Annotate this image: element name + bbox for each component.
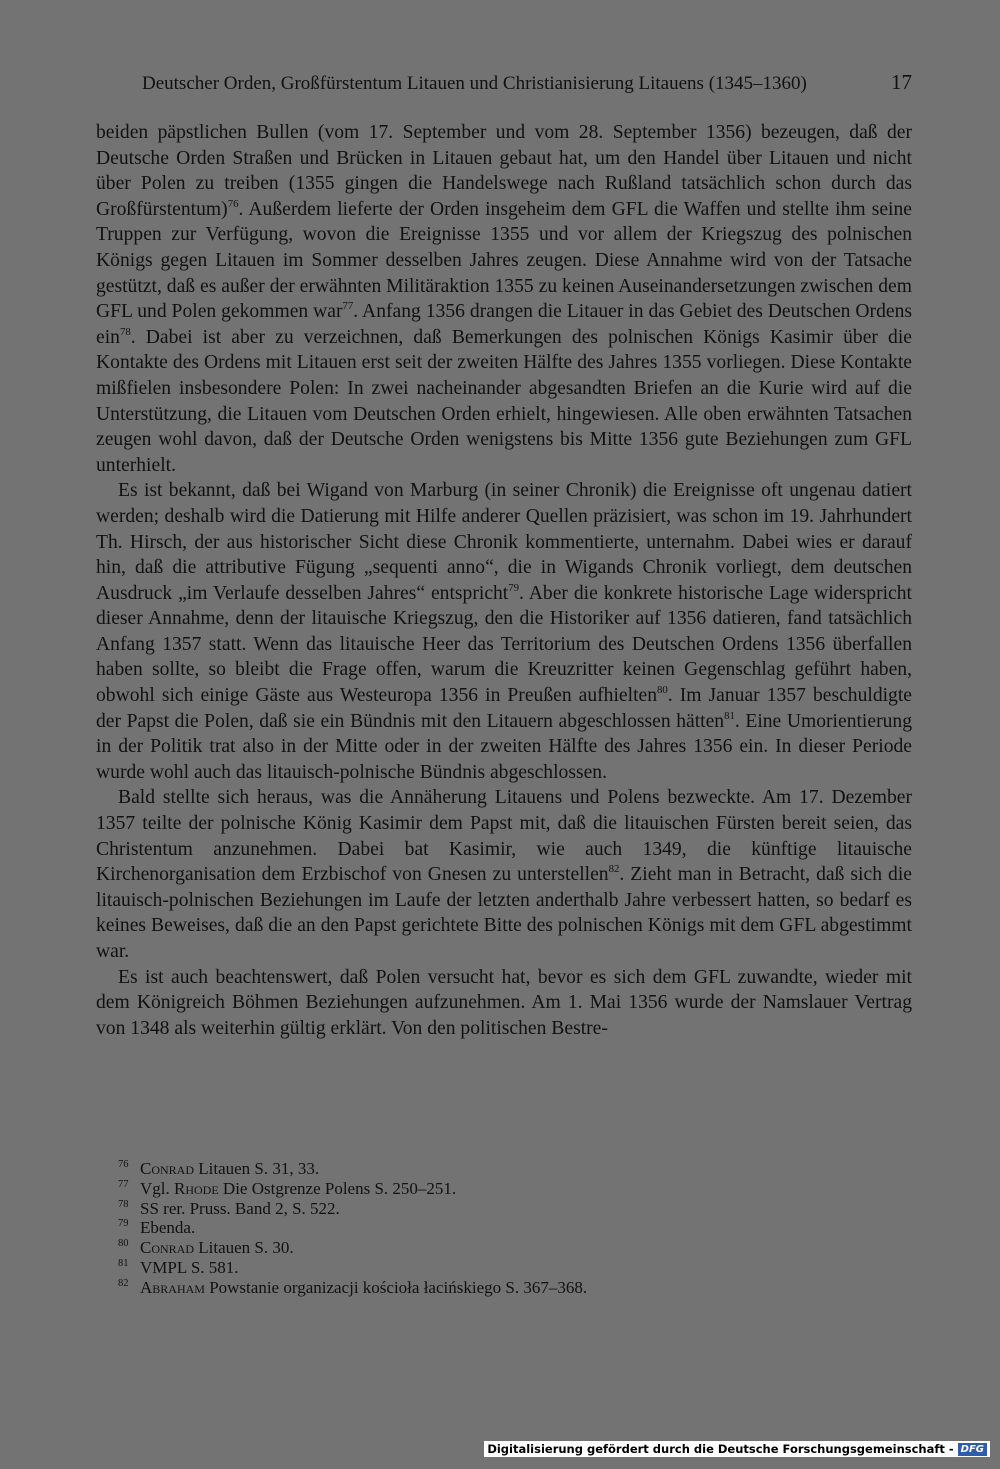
footnote [118, 1258, 818, 1278]
footnote-ref[interactable]: 81 [724, 709, 735, 722]
footnote-citation: Die Ostgrenze Polens S. 250–251. [218, 1178, 457, 1198]
footnote-citation: Ebenda. [140, 1218, 196, 1238]
footnote-text [140, 1258, 239, 1278]
footnote-number: 77 [118, 1178, 129, 1190]
text-run: beiden päpstlichen Bullen (vom 17. September und vom 28. September 1356) bezeugen, daß der Deutsche Orden Straßen und Brücken in Litauen gebaut hat, um den Handel über Litauen und nicht über Polen zu treiben (1355 gingen die Handelswege nach Rußland tatsächlich schon durch das Großfürstentum) [96, 122, 912, 220]
footnote [118, 1159, 818, 1179]
text-run: . Eine Umorientierung in der Politik trat also in der Mitte oder in der zweiten Hälfte des Jahres 1356 ein. In dieser Periode wurde wohl auch das litauisch-polnische Bündnis abgeschlossen. [96, 710, 912, 783]
footnote-text [140, 1179, 456, 1199]
footnote-number: 76 [118, 1159, 129, 1170]
footnote-number: 82 [118, 1277, 129, 1289]
footnote-author: Conrad [140, 1159, 195, 1178]
footnote [118, 1278, 818, 1298]
footnote [118, 1238, 818, 1258]
text-run: Bald stellte sich heraus, was die Annäherung Litauens und Polens bezweckte. Am 17. Dezember 1357 teilte der polnische König Kasimir dem Papst mit, daß die litauischen Fürsten bereit seien, das Christentum anzunehmen. Dabei bat Kasimir, wie auch 1349, die künftige litauische Kirchenorganisation dem Erzbischof von Gnesen zu unterstellen [96, 787, 912, 886]
footnote-ref[interactable]: 77 [342, 300, 354, 313]
text-run: . Dabei ist aber zu verzeichnen, daß Bemerkungen des polnischen Königs Kasimir über die Kontakte des Ordens mit Litauen erst seit der zweiten Hälfte des Jahres 1355 vorliegen. Diese Kontakte mißfielen insbesondere Polen: In zwei nacheinander abgesandten Briefen an die Kurie wird auf die Unterstützung, die Litauen vom Deutschen Orden erhielt, hingewiesen. Alle oben erwähnten Tatsachen zeugen wohl davon, daß der Deutsche Orden wenigstens bis Mitte 1356 gute Beziehungen zum GFL unterhielt. [96, 326, 912, 476]
funding-note [484, 1441, 990, 1457]
footnote-number: 78 [118, 1198, 129, 1210]
page-number: 17 [891, 70, 912, 94]
footnote-ref[interactable]: 82 [608, 863, 620, 876]
text-run: Es ist auch beachtenswert, daß Polen versucht hat, bevor es sich dem GFL zuwandte, wieder mit dem Königreich Böhmen Beziehungen aufzunehmen. Am 1. Mai 1356 wurde der Namslauer Vertrag von 1348 als weiterhin gültig erklärt. Von den politischen Bestre- [96, 966, 912, 1039]
footnote-number: 80 [118, 1238, 129, 1250]
text-run: . Zieht man in Betracht, daß sich die litauisch-polnischen Beziehungen im Laufe der letzten anderthalb Jahre verbessert hatten, so bedarf es keines Beweises, daß die an den Papst gerichtete Bitte des polnischen Königs mit dem GFL abgestimmt war. [96, 864, 912, 962]
footnote-number: 81 [118, 1257, 129, 1269]
footnote-ref[interactable]: 79 [508, 581, 520, 594]
paragraph [96, 785, 912, 964]
footnote-author: Conrad [140, 1238, 195, 1258]
footnote-text [140, 1218, 195, 1238]
text-run: Es ist bekannt, daß bei Wigand von Marburg (in seiner Chronik) die Ereignisse oft ungenau datiert werden; deshalb wird die Datierung mit Hilfe anderer Quellen präzisiert, was schon im 19. Jahrhundert Th. Hirsch, der aus historischer Sicht diese Chronik kommentierte, unternahm. Dabei wies er darauf hin, daß die attributive Fügung „sequenti anno“, die in Wigands Chronik vorliegt, dem deutschen Ausdruck „im Verlaufe desselben Jahres“ entspricht [96, 480, 912, 604]
running-title: Deutscher Orden, Großfürstentum Litauen und Christianisierung Litauens (1345–1360) [142, 73, 807, 94]
footnote-prefix: Vgl. [140, 1178, 174, 1198]
footnote-text [140, 1278, 587, 1298]
footnote-citation: SS rer. Pruss. Band 2, S. 522. [140, 1198, 340, 1218]
footnote-citation: Litauen S. 30. [194, 1238, 294, 1258]
footnote-text [140, 1199, 340, 1219]
footnote [118, 1179, 818, 1199]
text-run: . Außerdem lieferte der Orden insgeheim dem GFL die Waffen und stellte ihm seine Truppen zur Verfügung, wovon die Ereignisse 1355 und vor allem der Kriegszug des polnischen Königs gegen Litauen im Sommer desselben Jahres zeugen. Diese Annahme wird von der Tatsache gestützt, daß es außer der erwähnten Militäraktion 1355 zu keinen Auseinandersetzungen zwischen dem GFL und Polen gekommen war [96, 198, 912, 323]
footnote-author: Abraham [140, 1277, 205, 1297]
footnote-text [140, 1159, 319, 1179]
dfg-logo-icon: DFG [958, 1443, 987, 1456]
footnote-ref[interactable]: 78 [119, 325, 131, 338]
footnotes [118, 1159, 818, 1298]
footnote [118, 1199, 818, 1219]
footnote-text [140, 1238, 294, 1258]
footnote [118, 1218, 818, 1238]
text-run: . Im Januar 1357 beschuldigte der Papst die Polen, daß sie ein Bündnis mit den Litauern abgeschlossen hätten [96, 685, 912, 732]
text-run: . Anfang 1356 drangen die Litauer in das Gebiet des Deutschen Ordens ein [96, 301, 912, 348]
footnote-ref[interactable]: 76 [227, 197, 239, 210]
funding-text: Digitalisierung gefördert durch die Deutsche Forschungsgemeinschaft - [487, 1442, 954, 1456]
text-run: . Aber die konkrete historische Lage widerspricht dieser Annahme, denn der litauische Kriegszug, den die Historiker auf 1356 datieren, fand tatsächlich Anfang 1357 statt. Wenn das litauische Heer das Territorium des Deutschen Ordens 1356 überfallen haben sollte, so bleibt die Frage offen, warum die Kreuzritter keinen Gegenschlag geführt haben, obwohl sich einige Gäste aus Westeuropa 1356 in Preußen aufhielten [96, 582, 912, 707]
paragraph [96, 965, 912, 1042]
running-header [96, 70, 912, 95]
paragraph [96, 478, 912, 785]
footnote-ref[interactable]: 80 [657, 683, 668, 696]
paragraph [96, 120, 912, 478]
footnote-number: 79 [118, 1218, 129, 1230]
body-text [96, 120, 912, 1041]
footnote-author: Rhode [174, 1178, 219, 1198]
footnote-citation: VMPL S. 581. [140, 1257, 239, 1277]
footnote-citation: Litauen S. 31, 33. [194, 1159, 320, 1178]
footnote-citation: Powstanie organizacji kościoła łacińskiego S. 367–368. [204, 1277, 588, 1297]
